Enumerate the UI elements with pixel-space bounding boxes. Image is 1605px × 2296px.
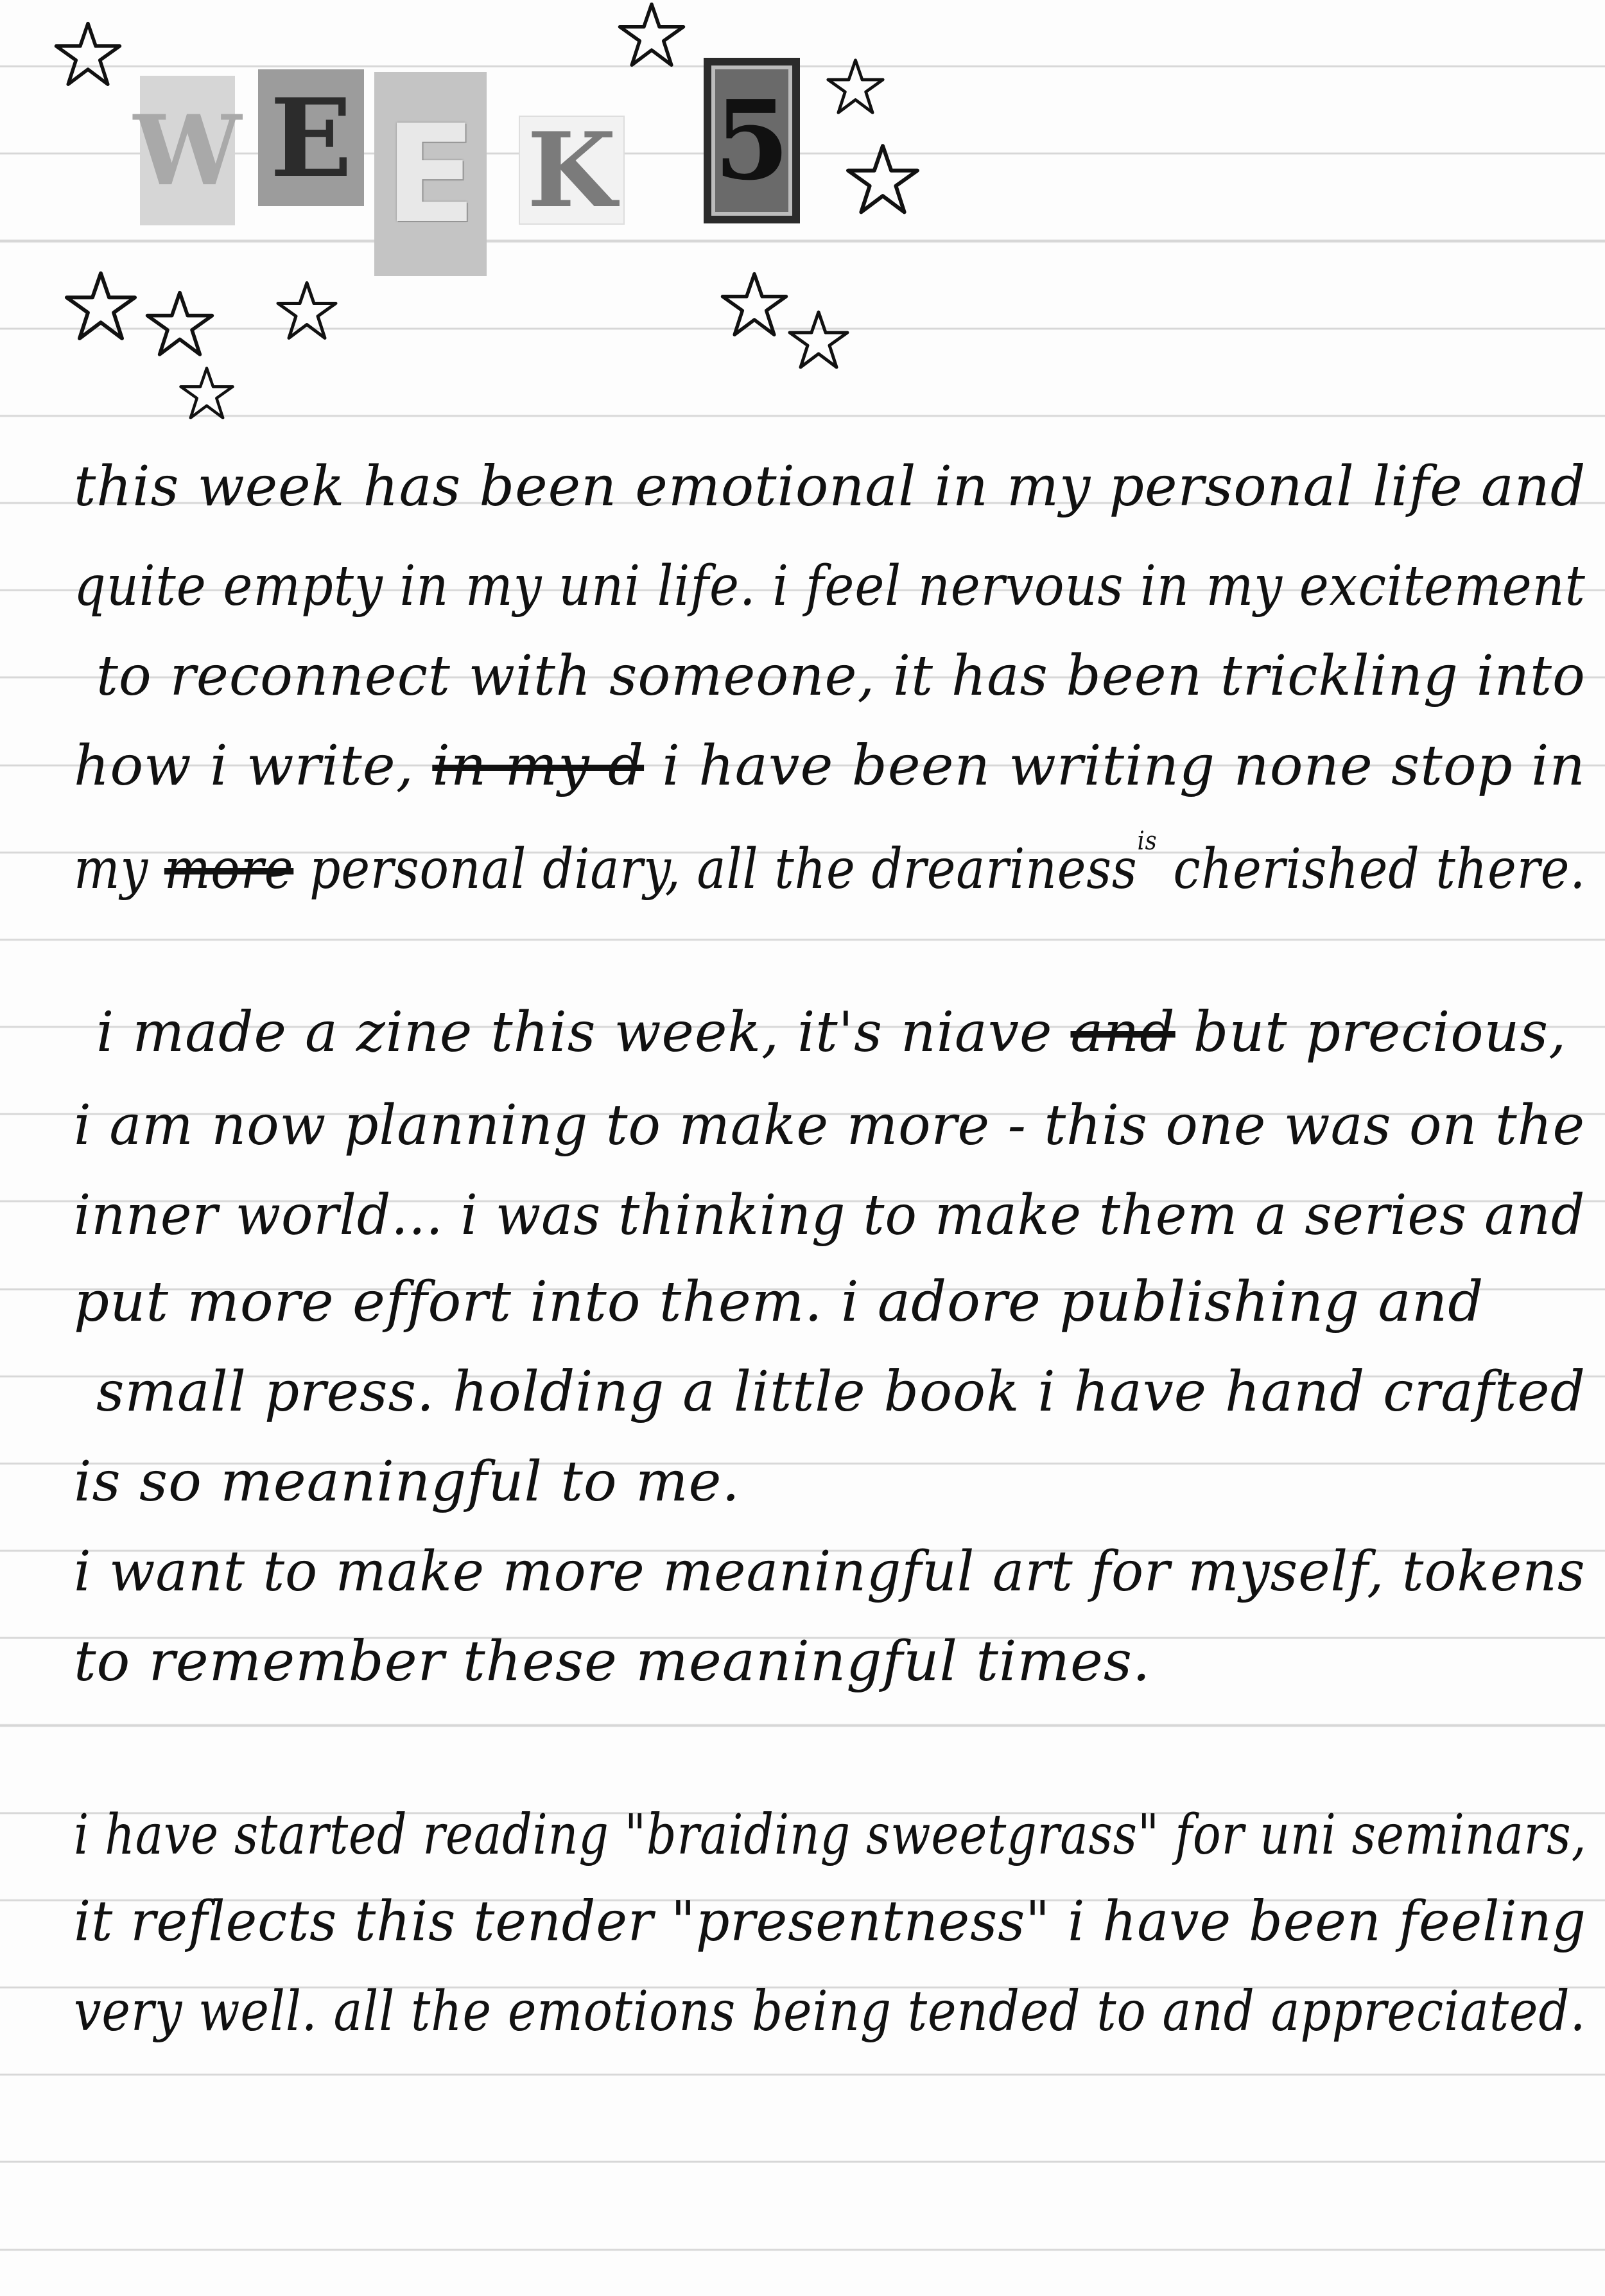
text-line: small press. holding a little book i have hand crafted <box>96 1360 1586 1424</box>
text-segment: personal diary, all the dreariness <box>293 837 1138 901</box>
text-line: quite empty in my uni life. i feel nervous in my excitement <box>74 554 1586 618</box>
crossed-out-text: in my d <box>432 734 645 798</box>
text-line: it reflects this tender "presentness" i have been feeling <box>74 1890 1586 1954</box>
star-icon <box>616 0 687 71</box>
text-segment: my <box>74 837 164 901</box>
text-line <box>96 1000 1585 1065</box>
text-line: is so meaningful to me. <box>74 1450 740 1514</box>
text-segment: but precious, <box>1175 1000 1567 1065</box>
star-icon <box>719 270 790 340</box>
text-segment: how i write, <box>74 734 433 798</box>
title-letter-k: K <box>519 116 625 225</box>
text-line: this week has been emotional in my personal life and <box>74 455 1586 519</box>
text-segment: i made a zine this week, it's niave <box>96 1000 1071 1065</box>
crossed-out-text: and <box>1070 1000 1176 1065</box>
star-icon <box>63 260 139 353</box>
star-icon <box>144 286 216 363</box>
star-icon <box>825 50 886 124</box>
text-line: put more effort into them. i adore publishing and <box>74 1270 1484 1334</box>
text-line <box>74 734 1586 798</box>
star-icon <box>275 277 339 345</box>
star-icon <box>177 365 236 422</box>
star-icon <box>844 138 921 222</box>
star-icon <box>53 19 123 90</box>
title-letter-e: E <box>258 69 364 206</box>
text-line: to remember these meaningful times. <box>74 1630 1151 1694</box>
inserted-word: is <box>1137 826 1158 856</box>
text-line <box>74 826 1586 901</box>
title-letter-e-outline: E <box>374 72 487 276</box>
title-letter-w: W <box>140 76 235 225</box>
text-segment: cherished there. <box>1157 837 1586 901</box>
text-line: i am now planning to make more - this one was on the <box>74 1093 1586 1158</box>
text-line: inner world... i was thinking to make them a series and <box>74 1183 1586 1248</box>
star-icon <box>786 308 851 372</box>
title-number-5: 5 <box>704 58 800 223</box>
text-segment: i have been writing none stop in <box>644 734 1586 798</box>
text-line: to reconnect with someone, it has been trickling into <box>96 644 1586 708</box>
text-line: i have started reading "braiding sweetgrass" for uni seminars, <box>74 1803 1587 1867</box>
crossed-out-text: more <box>164 837 294 901</box>
text-line: i want to make more meaningful art for myself, tokens <box>74 1540 1586 1604</box>
text-line: very well. all the emotions being tended to and appreciated. <box>74 1979 1586 2044</box>
